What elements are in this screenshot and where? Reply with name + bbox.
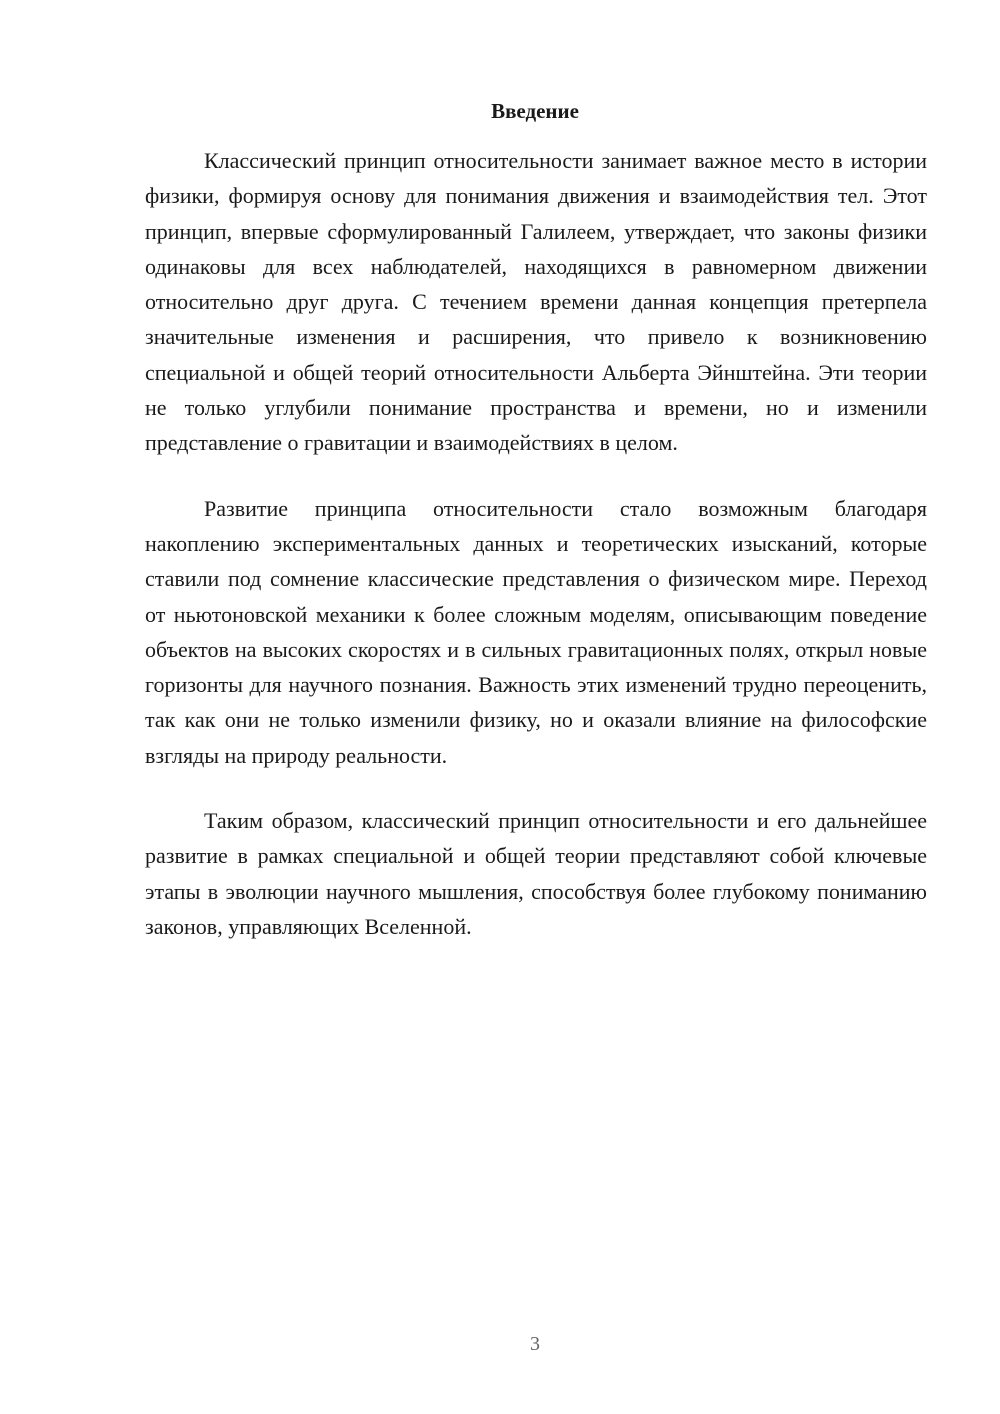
paragraph-2: Развитие принципа относительности стало возможным благодаря накоплению экспериментальных данных и теоретических изысканий, которые ставили под сомнение классические представления о физическом мире. Переход от ньютоновской механики к более сложным моделям, описывающим поведение объектов на высоких скоростях и в сильных гравитационных полях, открыл новые горизонты для научного познания. Важность этих изменений трудно переоценить, так как они не только изменили физику, но и оказали влияние на философские взгляды на природу реальности.	[145, 495, 927, 768]
document-body	[145, 143, 927, 974]
page-title: Введение	[491, 99, 579, 123]
paragraph-3: Таким образом, классический принцип относительности и его дальнейшее развитие в рамках специальной и общей теории представляют собой ключевые этапы в эволюции научного мышления, способствуя более глубокому пониманию законов, управляющих Вселенной.	[145, 808, 927, 939]
page-number: 3	[530, 1333, 540, 1355]
paragraph-1: Классический принцип относительности занимает важное место в истории физики, формируя основу для понимания движения и взаимодействия тел. Этот принцип, впервые сформулированный Галилеем, утверждает, что законы физики одинаковы для всех наблюдателей, находящихся в равномерном движении относительно друг друга. С течением времени данная концепция претерпела значительные изменения и расширения, что привело к возникновению специальной и общей теорий относительности Альберта Эйнштейна. Эти теории не только углубили понимание пространства и времени, но и изменили представление о гравитации и взаимодействиях в целом.	[145, 148, 927, 456]
